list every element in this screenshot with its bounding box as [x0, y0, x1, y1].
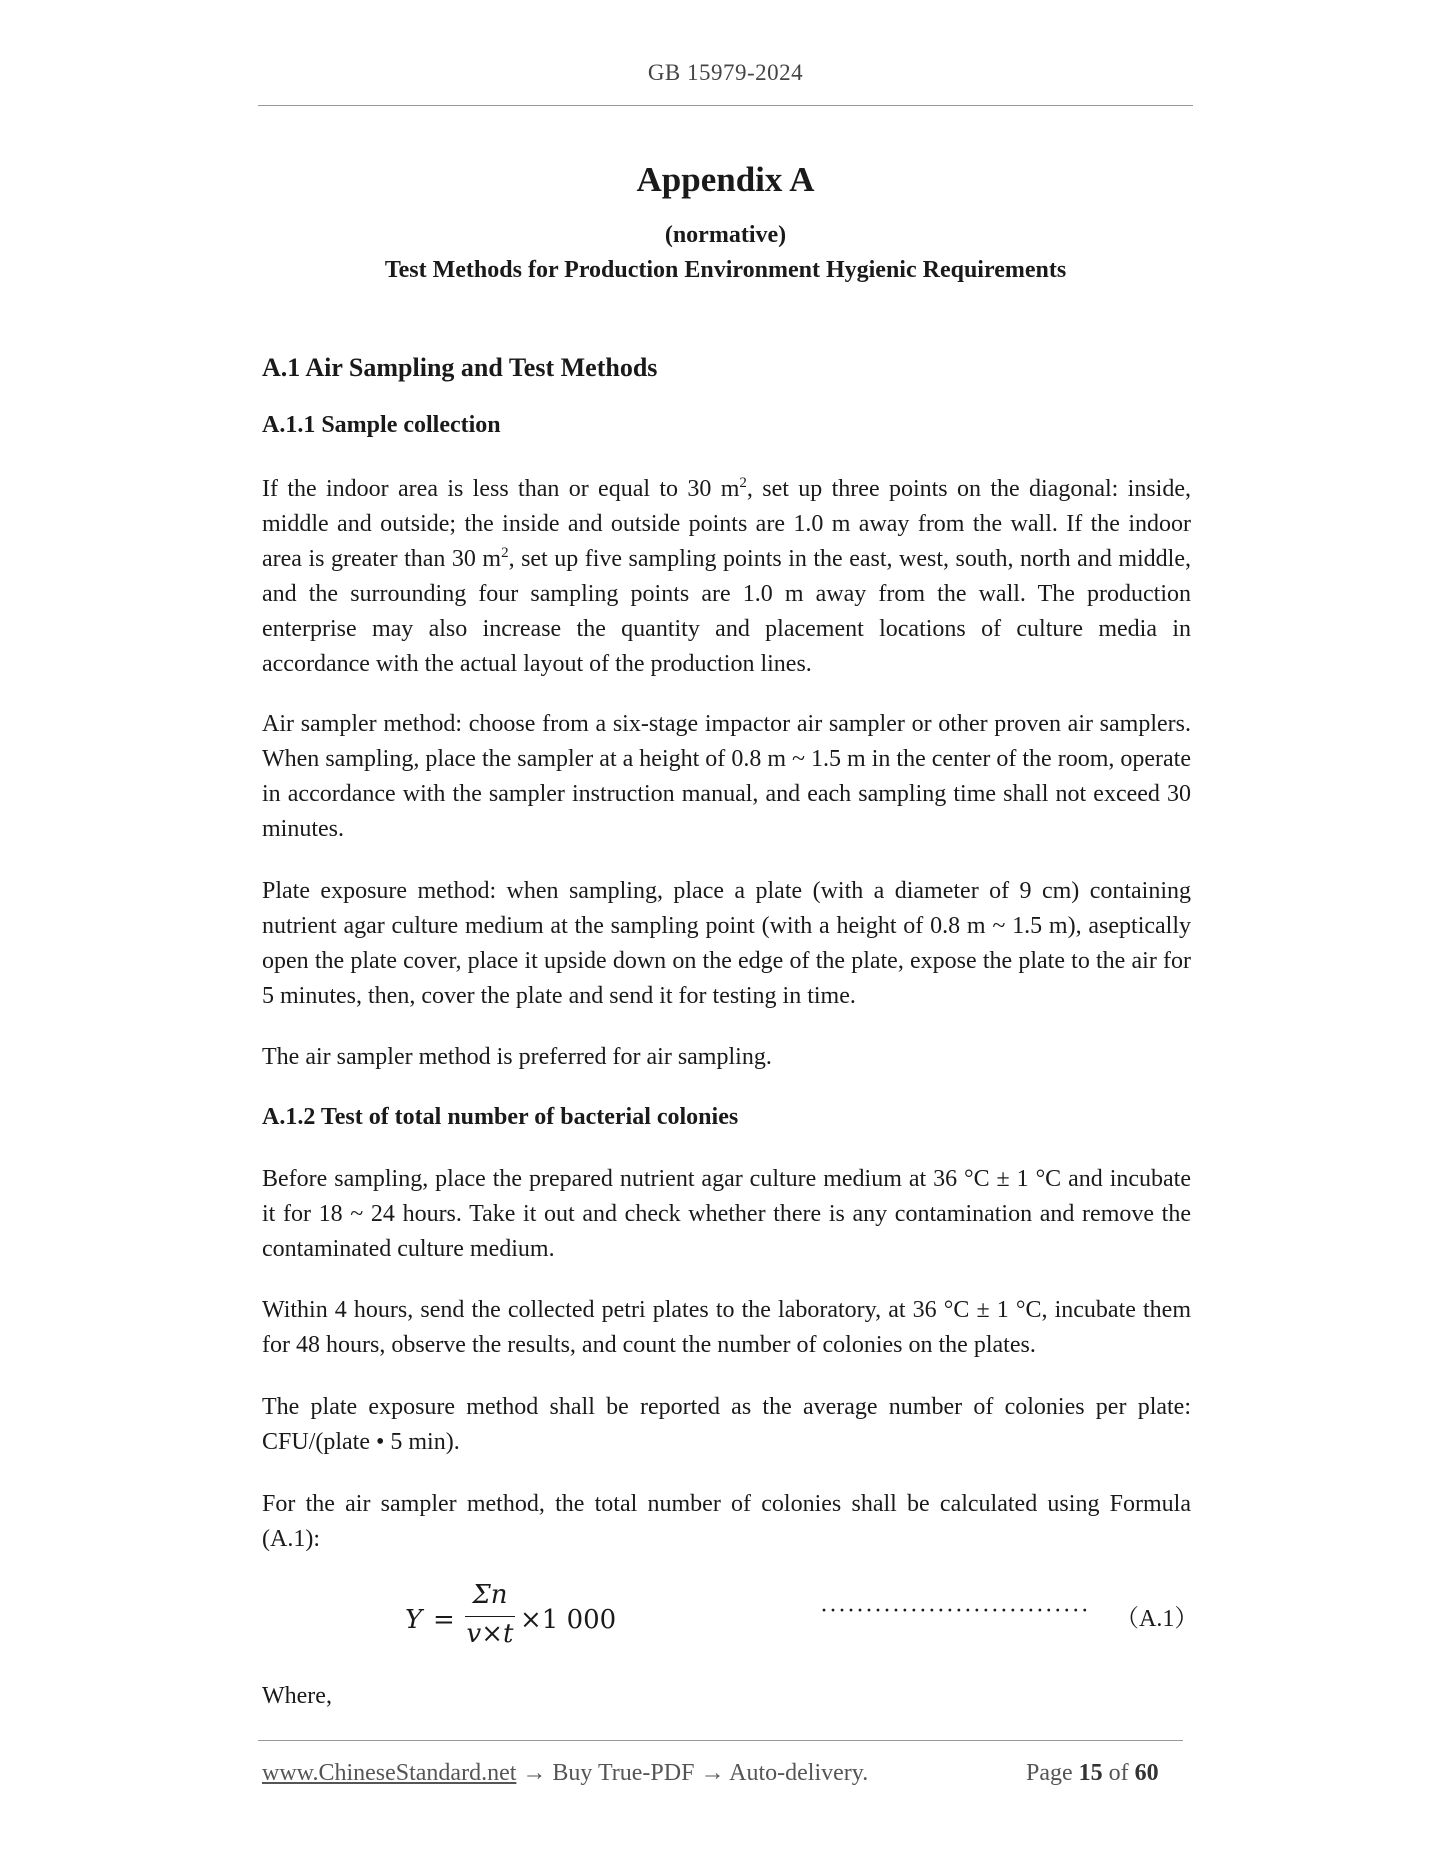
paragraph-sample-points [262, 472, 1191, 682]
subsection-heading-a11: A.1.1 Sample collection [262, 412, 501, 438]
formula-denominator: v×t [466, 1619, 514, 1649]
footer-promo [262, 1760, 868, 1787]
buy-pdf-text: Buy True-PDF [552, 1760, 695, 1786]
section-heading-a1: A.1 Air Sampling and Test Methods [262, 353, 658, 382]
page-total: 60 [1134, 1760, 1159, 1786]
site-link[interactable]: www.ChineseStandard.net [262, 1760, 517, 1786]
paragraph-air-sampler-method: Air sampler method: choose from a six-stage impactor air sampler or other proven air samplers. When sampling, place the sampler at a height of 0.8 m ~ 1.5 m in the center of the room, operate in accordance with the sampler instruction manual, and each sampling time shall not exceed 30 minutes. [262, 711, 1191, 842]
where-label: Where, [262, 1683, 332, 1709]
footer-divider [258, 1740, 1183, 1741]
header-divider [258, 105, 1193, 106]
formula-fraction [465, 1580, 515, 1649]
paragraph-before-sampling: Before sampling, place the prepared nutrient agar culture medium at 36 °C ± 1 °C and incubate it for 18 ~ 24 hours. Take it out and check whether there is any contamination and remove the contaminated culture medium. [262, 1166, 1191, 1262]
appendix-caption: Test Methods for Production Environment Hygienic Requirements [384, 257, 1067, 283]
formula-equals: = [433, 1605, 455, 1635]
formula-number: （A.1） [1115, 1606, 1199, 1632]
formula-a1 [405, 1580, 625, 1660]
paragraph-text: If the indoor area is less than or equal to 30 m [262, 476, 740, 502]
appendix-title: Appendix A [636, 160, 815, 199]
paragraph-plate-exposure-method: Plate exposure method: when sampling, place a plate (with a diameter of 9 cm) containing nutrient agar culture medium at the sampling point (with a height of 0.8 m ~ 1.5 m), aseptically open the plate cover, place it upside down on the edge of the plate, expose the plate to the air for 5 minutes, then, cover the plate and send it for testing in time. [262, 878, 1191, 1009]
paragraph-preferred-method: The air sampler method is preferred for air sampling. [262, 1044, 772, 1070]
page-number [1026, 1760, 1159, 1787]
superscript: 2 [739, 475, 747, 491]
auto-delivery-text: Auto-delivery. [729, 1760, 869, 1786]
paragraph-reporting: The plate exposure method shall be reported as the average number of colonies per plate: CFU/(plate • 5 min). [262, 1394, 1191, 1455]
paragraph-formula-intro: For the air sampler method, the total number of colonies shall be calculated using Formula (A.1): [262, 1491, 1191, 1552]
running-header: GB 15979-2024 [647, 60, 804, 85]
appendix-status: (normative) [664, 222, 787, 248]
formula-dot-leader: ······························ [820, 1598, 1090, 1624]
superscript: 2 [501, 545, 509, 561]
page-current: 15 [1078, 1760, 1103, 1786]
paragraph-text: , set up three points on the diagonal: inside, middle and outside; the inside and outside points are 1.0 m away from the wall. If the indoor area is greater than 30 m [262, 476, 1191, 572]
arrow-right-icon: → [700, 1760, 725, 1786]
formula-lhs: Y [405, 1605, 423, 1635]
arrow-right-icon: → [522, 1760, 547, 1786]
page-label: Page [1026, 1760, 1073, 1786]
subsection-heading-a12: A.1.2 Test of total number of bacterial colonies [262, 1104, 739, 1130]
page-of: of [1108, 1760, 1129, 1786]
paragraph-text: , set up five sampling points in the east, west, south, north and middle, and the surrounding four sampling points are 1.0 m away from the wall. The production enterprise may also increase the quantity and placement locations of culture media in accordance with the actual layout of the production lines. [262, 546, 1191, 677]
formula-multiplier: ×1 000 [520, 1605, 617, 1635]
formula-numerator: Σn [472, 1580, 508, 1610]
paragraph-incubation: Within 4 hours, send the collected petri plates to the laboratory, at 36 °C ± 1 °C, incubate them for 48 hours, observe the results, and count the number of colonies on the plates. [262, 1297, 1191, 1358]
